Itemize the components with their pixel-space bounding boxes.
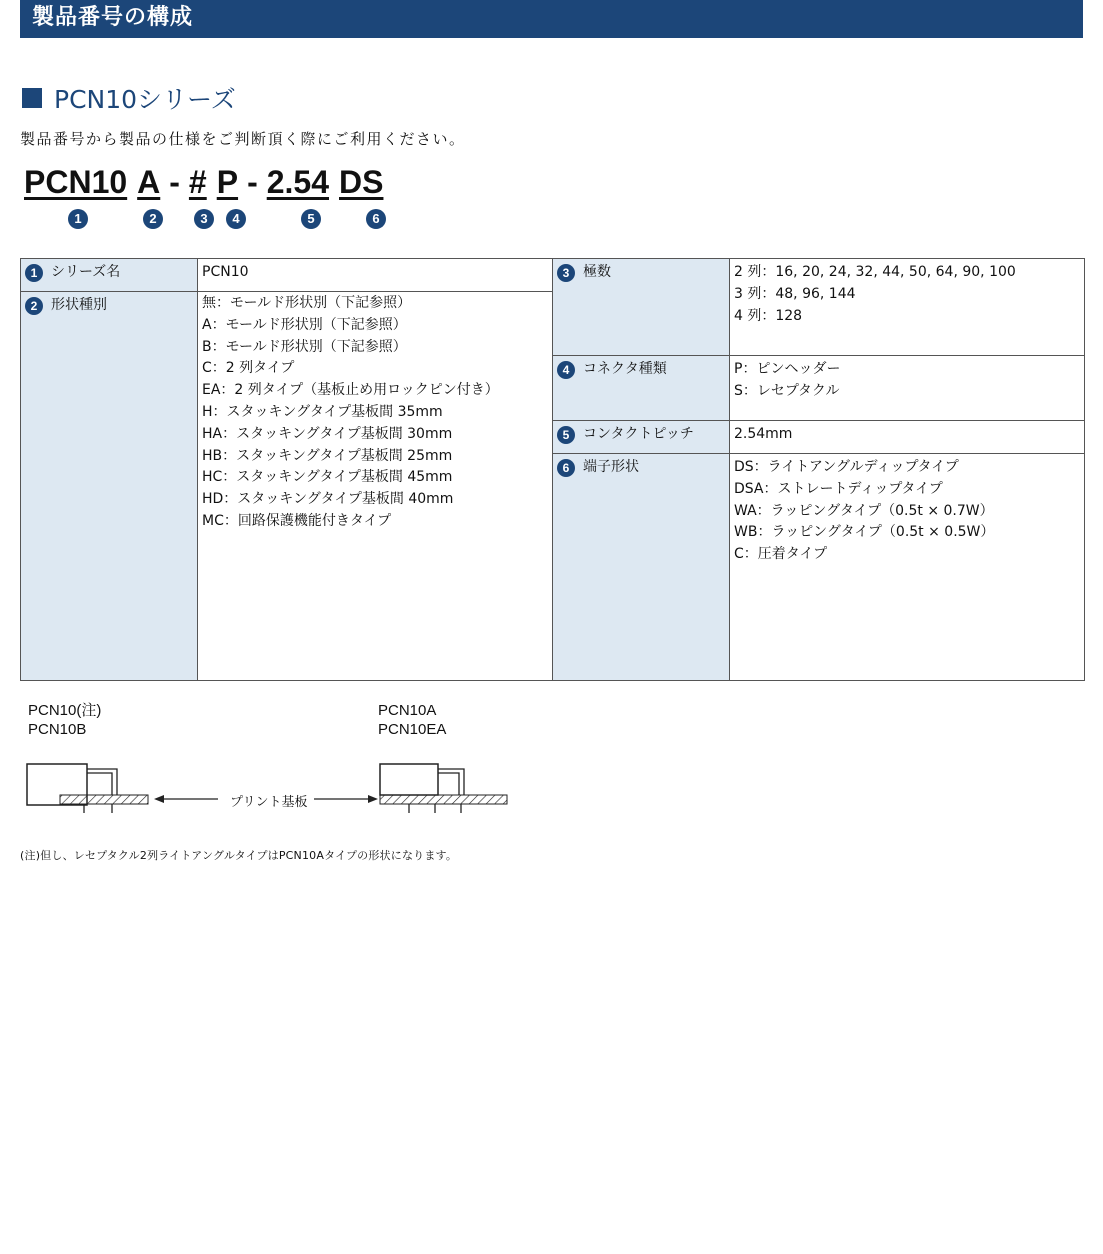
- spec-value-line: C：圧着タイプ: [734, 546, 828, 563]
- spec-value-line: B：モールド形状別（下記参照）: [202, 338, 407, 355]
- part-code-segment: P: [216, 164, 239, 200]
- number-badge-5: 5: [301, 209, 321, 229]
- spec-label-series: [21, 259, 198, 292]
- part-code-segment: 2.54: [266, 164, 329, 200]
- square-bullet-icon: [22, 88, 42, 108]
- connector-mounting-diagram: [0, 755, 560, 825]
- spec-label-shape: [21, 292, 198, 681]
- diagram-label: PCN10(注): [28, 702, 102, 719]
- part-code-segment: A: [137, 164, 161, 200]
- arrow-left-icon: [154, 795, 218, 803]
- spec-label-poles: [553, 259, 730, 356]
- diagram-label: PCN10A: [378, 702, 437, 719]
- spec-value-connector: [730, 356, 1085, 421]
- number-badge-3: 3: [194, 209, 214, 229]
- spec-value-line: WA：ラッピングタイプ（0.5t × 0.7W）: [734, 502, 994, 519]
- part-code: [24, 164, 383, 204]
- series-heading: [22, 82, 236, 114]
- diagram-label: PCN10EA: [378, 721, 447, 738]
- part-code-separator: -: [169, 164, 180, 200]
- spec-value-line: HB：スタッキングタイプ基板間 25mm: [202, 447, 453, 464]
- spec-value-pitch: [730, 421, 1085, 454]
- spec-value-terminal: [730, 454, 1085, 681]
- spec-value-line: EA：2 列タイプ（基板止め用ロックピン付き）: [202, 382, 499, 399]
- spec-value-line: S：レセプタクル: [734, 382, 840, 399]
- spec-label-text: コネクタ種類: [583, 361, 667, 377]
- part-code-badges: [0, 209, 500, 231]
- number-badge-6: 6: [366, 209, 386, 229]
- spec-value-line: DS：ライトアングルディップタイプ: [734, 459, 959, 475]
- spec-label-connector: [553, 356, 730, 421]
- footnote: (注)但し、レセプタクル2列ライトアングルタイプはPCN10Aタイプの形状になります。: [20, 849, 458, 862]
- spec-value-shape: [198, 292, 553, 681]
- spec-label-text: 極数: [583, 264, 611, 280]
- spec-value-line: HD：スタッキングタイプ基板間 40mm: [202, 491, 454, 508]
- spec-label-text: 形状種別: [51, 297, 107, 313]
- number-badge-icon: 3: [557, 264, 575, 282]
- part-code-segment: PCN10: [24, 164, 128, 200]
- page-title: 製品番号の構成: [20, 0, 1083, 38]
- spec-label-text: シリーズ名: [51, 264, 121, 280]
- spec-table: [20, 258, 1085, 681]
- number-badge-2: 2: [143, 209, 163, 229]
- pcb-label: プリント基板: [230, 795, 308, 810]
- number-badge-icon: 4: [557, 361, 575, 379]
- number-badge-icon: 1: [25, 264, 43, 282]
- spec-value-line: HC：スタッキングタイプ基板間 45mm: [202, 469, 453, 486]
- number-badge-1: 1: [68, 209, 88, 229]
- diagram-left-labels: [28, 701, 101, 739]
- spec-label-pitch: [553, 421, 730, 454]
- spec-label-text: 端子形状: [583, 459, 639, 475]
- diagram-label: PCN10B: [28, 721, 87, 738]
- spec-label-terminal: [553, 454, 730, 681]
- spec-value-series: [198, 259, 553, 292]
- arrow-right-icon: [314, 795, 378, 803]
- spec-value-line: 2.54mm: [734, 426, 793, 442]
- part-code-separator: -: [247, 164, 258, 200]
- number-badge-icon: 2: [25, 297, 43, 315]
- spec-value-line: PCN10: [202, 264, 249, 280]
- series-heading-text: PCN10シリーズ: [54, 85, 236, 114]
- part-code-segment: DS: [339, 164, 384, 200]
- spec-value-line: 2 列：16, 20, 24, 32, 44, 50, 64, 90, 100: [734, 264, 1016, 280]
- spec-value-line: WB：ラッピングタイプ（0.5t × 0.5W）: [734, 524, 995, 541]
- spec-value-line: H：スタッキングタイプ基板間 35mm: [202, 403, 443, 420]
- number-badge-4: 4: [226, 209, 246, 229]
- spec-value-line: 無：モールド形状別（下記参照）: [202, 295, 412, 311]
- spec-label-text: コンタクトピッチ: [583, 426, 694, 442]
- spec-value-poles: [730, 259, 1085, 356]
- spec-value-line: 3 列：48, 96, 144: [734, 285, 856, 302]
- spec-value-line: MC：回路保護機能付きタイプ: [202, 512, 392, 529]
- spec-value-line: A：モールド形状別（下記参照）: [202, 316, 407, 333]
- connector-left-icon: [27, 764, 148, 813]
- spec-value-line: P：ピンヘッダー: [734, 361, 841, 377]
- spec-value-line: HA：スタッキングタイプ基板間 30mm: [202, 425, 453, 442]
- part-code-segment: #: [188, 164, 207, 200]
- number-badge-icon: 5: [557, 426, 575, 444]
- connector-right-icon: [380, 764, 507, 813]
- number-badge-icon: 6: [557, 459, 575, 477]
- spec-value-line: 4 列：128: [734, 307, 803, 324]
- spec-value-line: C：2 列タイプ: [202, 360, 295, 377]
- diagram-right-labels: [378, 701, 446, 739]
- spec-value-line: DSA：ストレートディップタイプ: [734, 480, 943, 497]
- intro-text: 製品番号から製品の仕様をご判断頂く際にご利用ください。: [20, 130, 466, 148]
